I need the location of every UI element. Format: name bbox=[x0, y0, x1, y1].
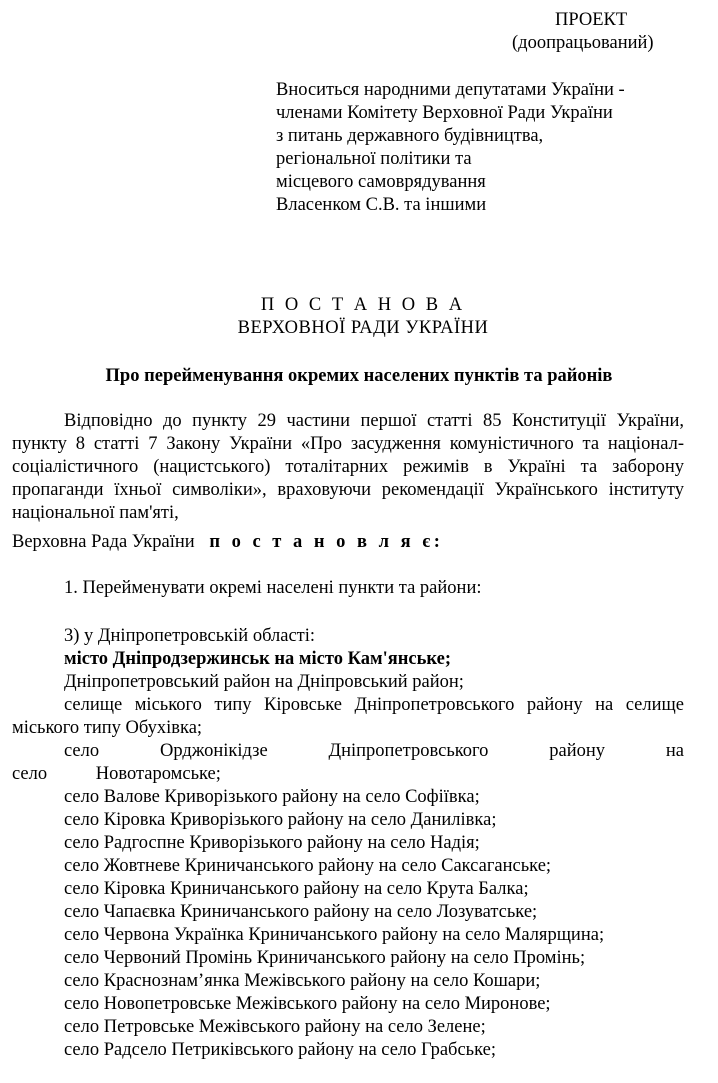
project-label: ПРОЕКТ bbox=[555, 10, 628, 30]
list-item: місто Дніпродзержинськ на місто Кам'янське; bbox=[64, 649, 451, 669]
region-heading: 3) у Дніпропетровській області: bbox=[64, 626, 316, 646]
list-item: село Петровське Межівського району на село Зелене; bbox=[64, 1017, 486, 1037]
project-status: (доопрацьований) bbox=[512, 33, 654, 53]
list-item: село Червоний Промінь Криничанського району на село Промінь; bbox=[64, 948, 586, 968]
list-item: село Кіровка Криворізького району на село Данилівка; bbox=[64, 810, 497, 830]
preamble-text: Відповідно до пункту 29 частини першої статті 85 Конституції України, пункту 8 статті 7 Закону України «Про засудження комуністичного та націонал-соціалістичного (нацистського) тоталітарних режимів в Україні та заборону пропаганди їхньої символіки», враховуючи рекомендації Українського інституту національної пам'яті, bbox=[12, 411, 684, 523]
list-item: селище міського типу Кіровське Дніпропетровського району на селище міського типу Обухівка; bbox=[12, 695, 684, 738]
list-item: село Радгоспне Криворізького району на село Надія; bbox=[64, 833, 480, 853]
submitted-by-line: з питань державного будівництва, bbox=[276, 126, 544, 146]
submitted-by-line: Власенком С.В. та іншими bbox=[276, 195, 487, 215]
resolution-body: Верховна Рада України bbox=[12, 532, 195, 552]
rename-list bbox=[12, 648, 684, 1062]
issuing-body-title: ВЕРХОВНОЇ РАДИ УКРАЇНИ bbox=[237, 318, 489, 338]
resolution-verb: п о с т а н о в л я є: bbox=[209, 532, 444, 552]
submitted-by-block bbox=[276, 79, 706, 217]
submitted-by-line: членами Комітету Верховної Ради України bbox=[276, 103, 613, 123]
list-item: село Чапаєвка Криничанського району на село Лозуватське; bbox=[64, 902, 538, 922]
list-item: село Радсело Петриківського району на село Грабське; bbox=[64, 1040, 496, 1060]
preamble bbox=[12, 410, 684, 525]
list-item: село Червона Украïнка Криничанського району на село Малярщина; bbox=[64, 925, 605, 945]
list-item: село Краснознам’янка Межівського району на село Кошари; bbox=[64, 971, 541, 991]
list-item: село Новопетровське Межівського району на село Миронове; bbox=[64, 994, 551, 1014]
item-1: 1. Перейменувати окремі населені пункти та райони: bbox=[64, 578, 482, 598]
submitted-by-line: Вноситься народними депутатами України - bbox=[276, 80, 625, 100]
submitted-by-line: регіональної політики та bbox=[276, 149, 472, 169]
document-subject: Про перейменування окремих населених пунктів та районів bbox=[105, 366, 613, 386]
submitted-by-line: місцевого самоврядування bbox=[276, 172, 486, 192]
list-item: село Жовтневе Криничанського району на село Саксаганське; bbox=[64, 856, 552, 876]
document-type-title: П О С Т А Н О В А bbox=[260, 295, 466, 315]
list-item: Дніпропетровський район на Дніпровський район; bbox=[64, 672, 464, 692]
list-item: село Кіровка Криничанського району на село Крута Балка; bbox=[64, 879, 529, 899]
list-item: село Валове Криворізького району на село Софіївка; bbox=[64, 787, 480, 807]
list-item: село Орджонікідзе Дніпропетровського району на село Новотаромське; bbox=[12, 741, 684, 784]
resolution-line bbox=[12, 531, 443, 554]
